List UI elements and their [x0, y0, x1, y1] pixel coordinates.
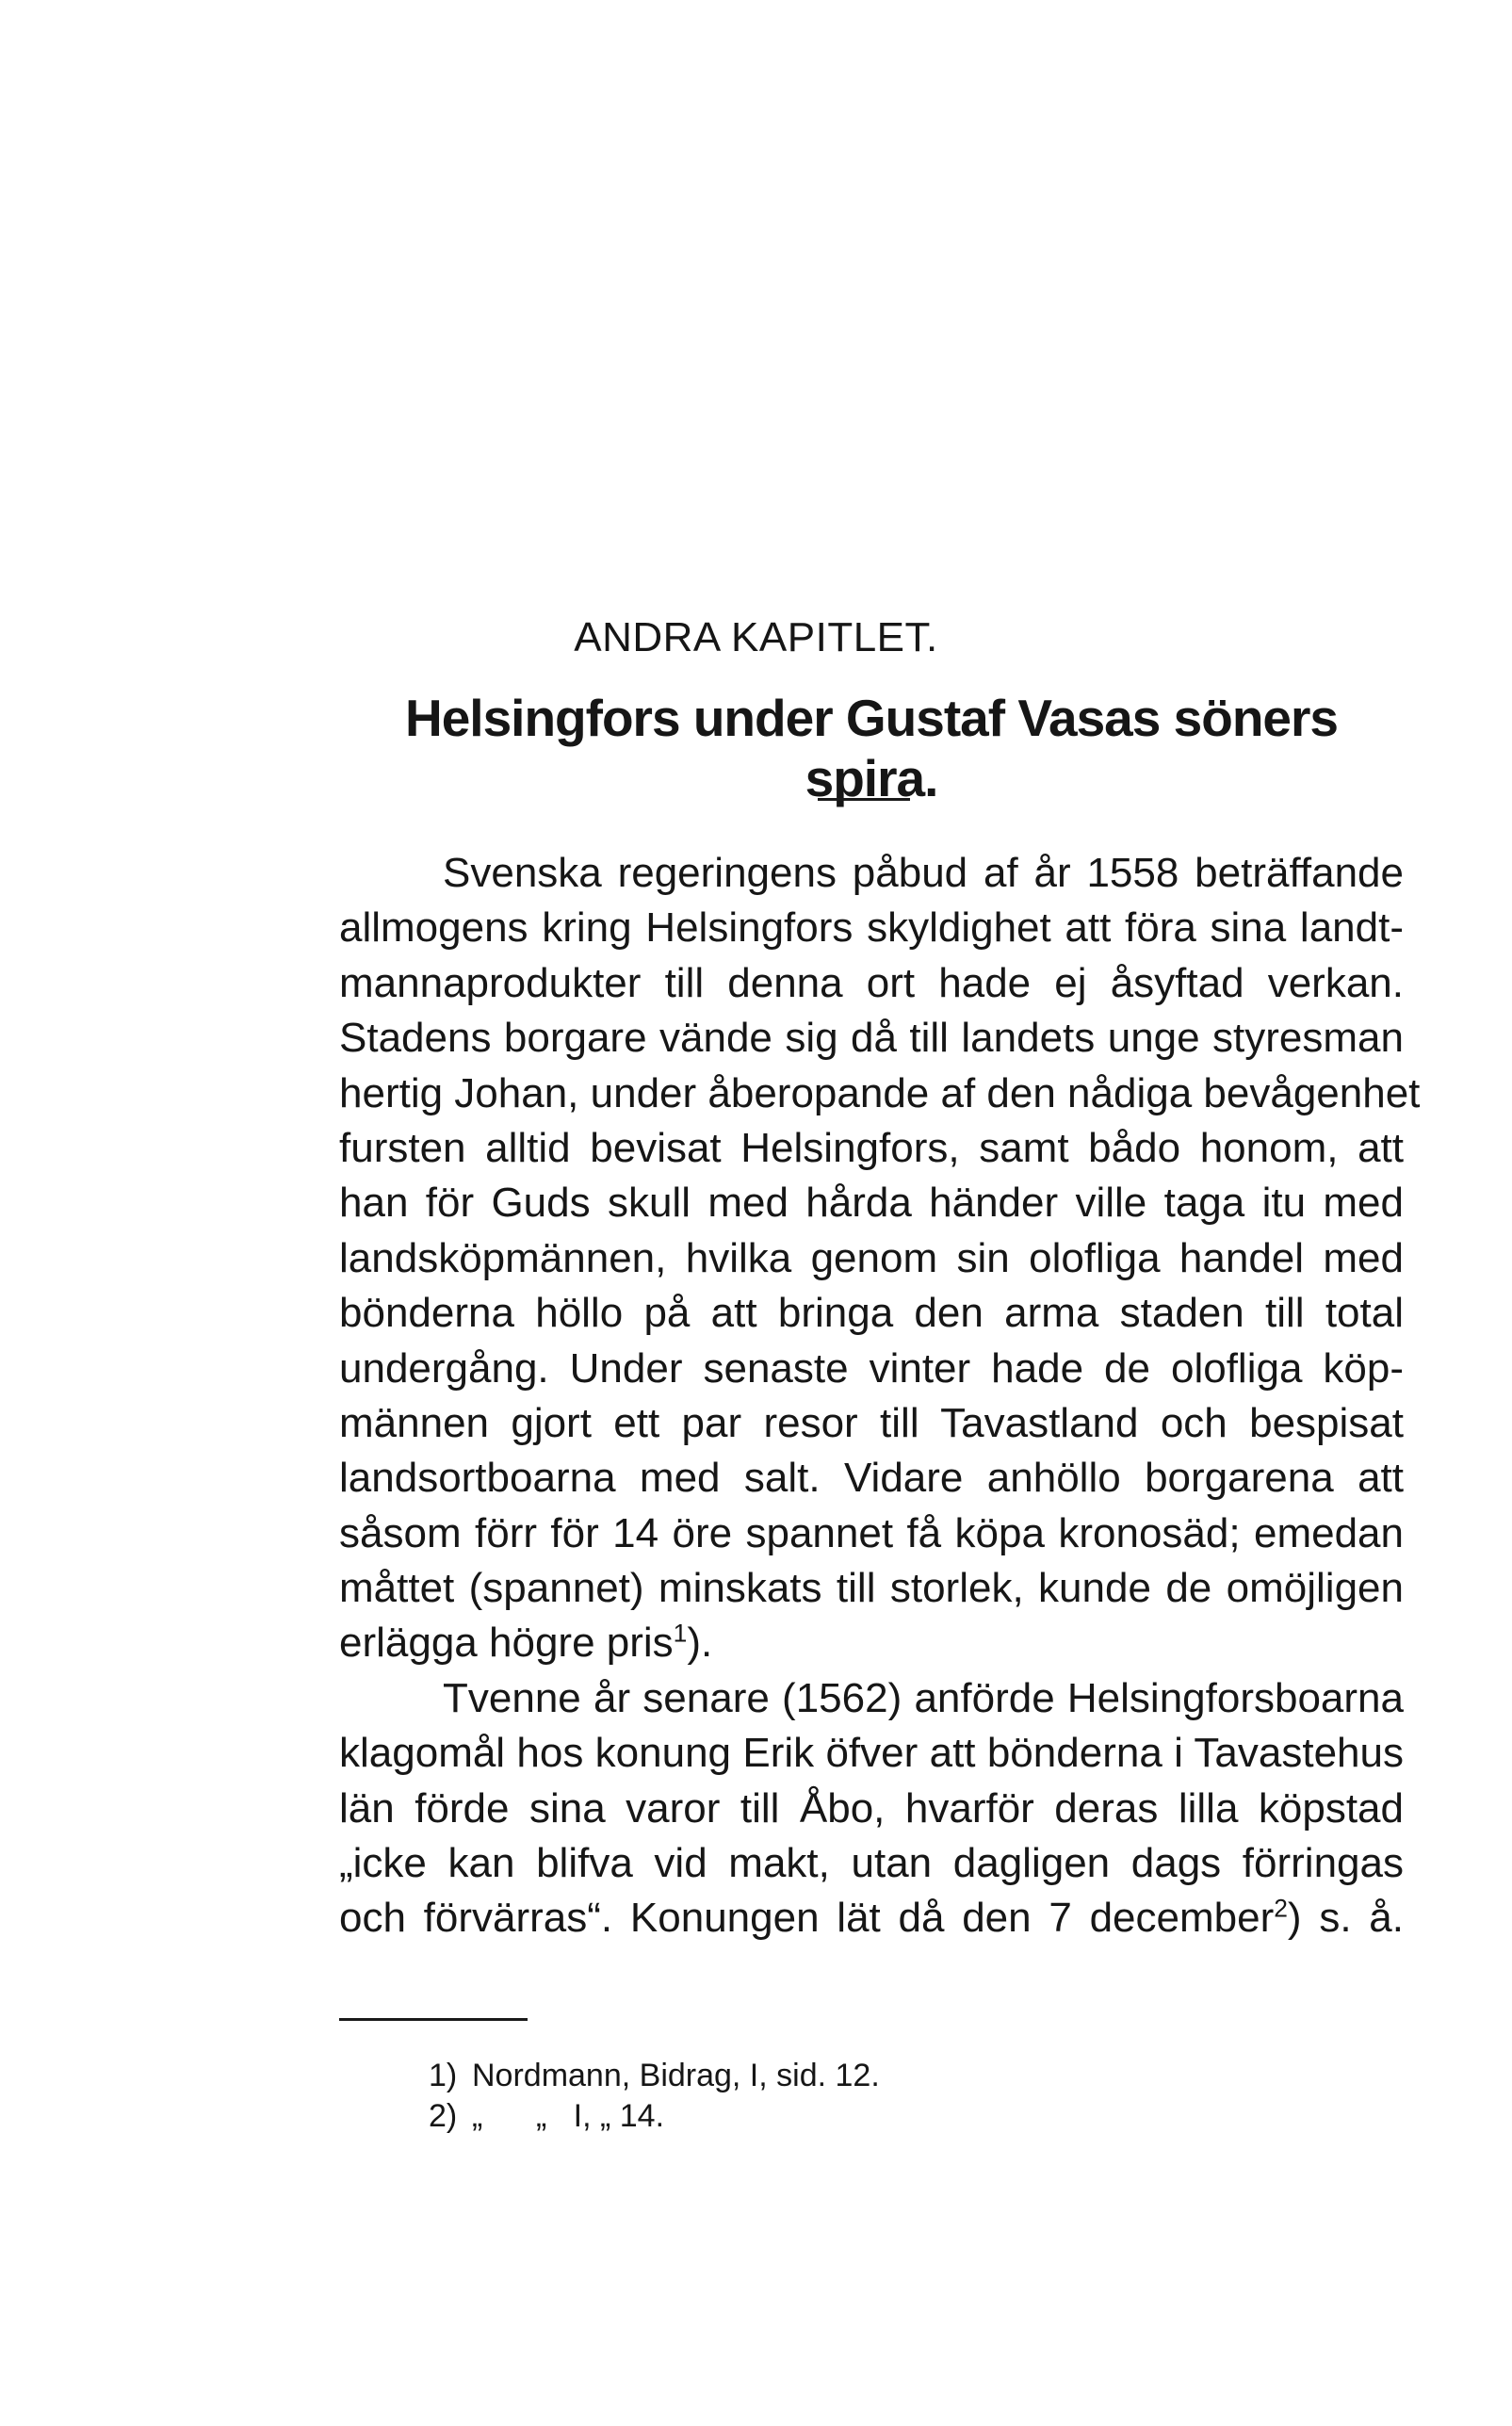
text-line: Stadens borgare vände sig då till landets unge styresman [339, 1015, 1404, 1062]
text-line: Svenska regeringens påbud af år 1558 beträffande [443, 850, 1404, 896]
footnote-1 [429, 2056, 880, 2096]
text-fragment: erlägga högre pris [339, 1620, 674, 1667]
footnote-marker: 1) [429, 2058, 458, 2093]
text-line: län förde sina varor till Åbo, hvarför deras lilla köpstad [339, 1784, 1404, 1832]
text-line-with-footnote [339, 1891, 1404, 1946]
text-fragment: ) s. å. [1287, 1895, 1404, 1942]
footnote-divider [339, 2018, 528, 2021]
footnote-2 [429, 2096, 880, 2137]
text-line-with-footnote [339, 1616, 1404, 1670]
text-line: „icke kan blifva vid makt, utan dagligen dags förringas [339, 1840, 1404, 1887]
chapter-title: Helsingfors under Gustaf Vasas söners spira. [404, 689, 1338, 807]
text-line: klagomål hos konung Erik öfver att bönderna i Tavastehus [339, 1730, 1404, 1777]
text-line: männen gjort ett par resor till Tavastland och bespisat [339, 1399, 1404, 1446]
body-text [339, 846, 1421, 1946]
text-line: bönderna höllo på att bringa den arma staden till total [339, 1290, 1404, 1337]
text-line: såsom förr för 14 öre spannet få köpa kronosäd; emedan [339, 1509, 1404, 1556]
text-fragment: ). [687, 1620, 713, 1667]
text-line: landsköpmännen, hvilka genom sin olofliga handel med [339, 1234, 1404, 1281]
text-line: Tvenne år senare (1562) anförde Helsingforsboarna [443, 1674, 1404, 1721]
footnote-text: „ „ I, „ 14. [472, 2098, 665, 2134]
text-line: fursten alltid bevisat Helsingfors, samt bådo honom, att [339, 1124, 1404, 1171]
text-line: undergång. Under senaste vinter hade de olofliga köp- [339, 1344, 1404, 1392]
footnote-marker: 2) [429, 2098, 458, 2134]
text-fragment: och förvärras“. Konungen lät då den 7 december [339, 1895, 1275, 1942]
text-line: landsortboarna med salt. Vidare anhöllo borgarena att [339, 1455, 1404, 1502]
chapter-label: ANDRA KAPITLET. [574, 614, 938, 660]
footnotes [429, 2056, 880, 2137]
footnote-reference: 2 [1274, 1894, 1288, 1923]
text-line: hertig Johan, under åberopande af den nådiga bevågenhet [339, 1069, 1421, 1116]
text-line: han för Guds skull med hårda händer ville taga itu med [339, 1180, 1404, 1227]
title-divider [818, 798, 910, 801]
footnote-reference: 1 [673, 1619, 688, 1648]
footnote-text: Nordmann, Bidrag, I, sid. 12. [472, 2058, 880, 2093]
text-line: måttet (spannet) minskats till storlek, kunde de omöjligen [339, 1565, 1404, 1612]
text-line: mannaprodukter till denna ort hade ej åsyftad verkan. [339, 959, 1404, 1006]
text-line: allmogens kring Helsingfors skyldighet att föra sina landt- [339, 904, 1404, 952]
